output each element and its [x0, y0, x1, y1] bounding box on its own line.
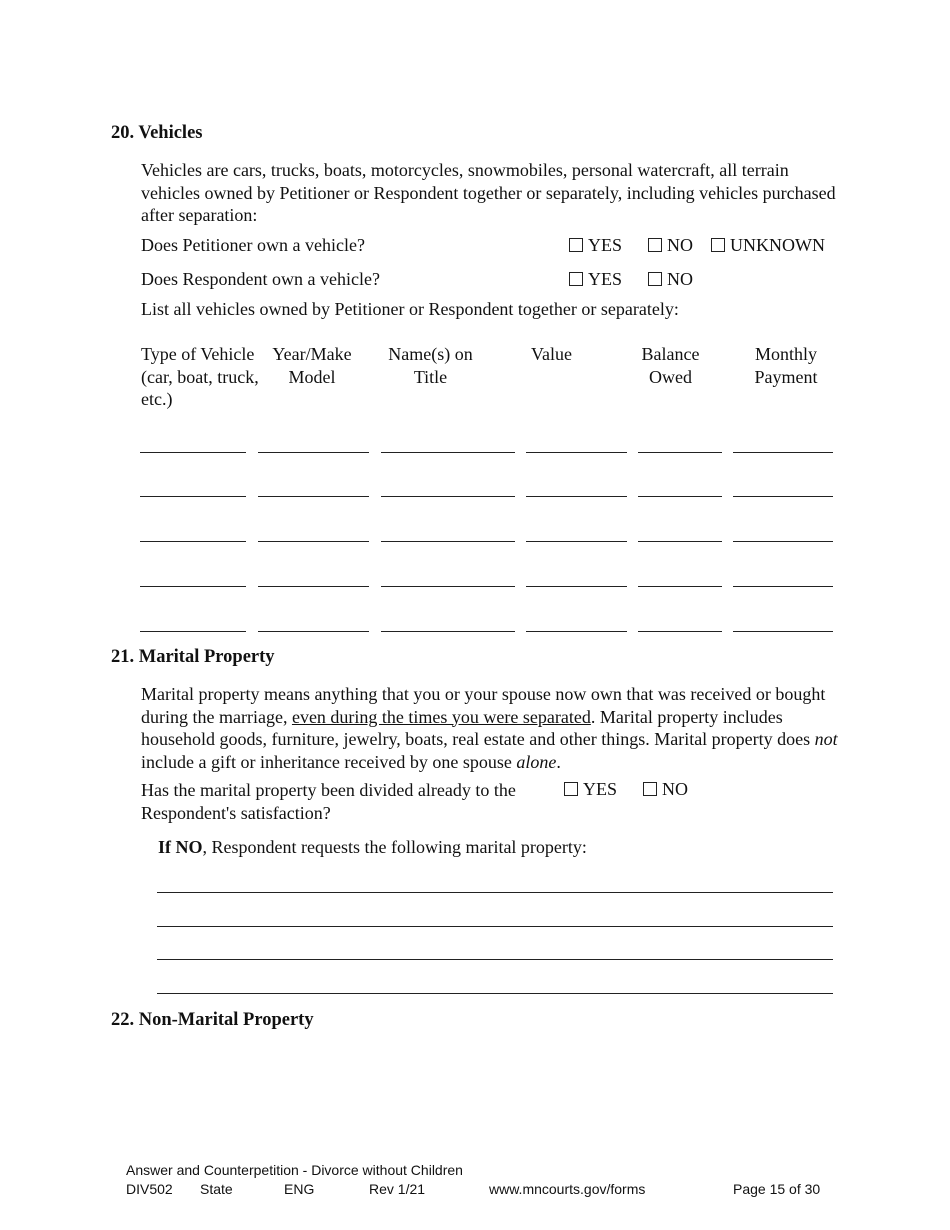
vehicle-row-1-col-6-line[interactable]	[733, 452, 833, 453]
vehicle-row-5-col-3-line[interactable]	[381, 631, 515, 632]
vehicle-row-2-col-4-line[interactable]	[526, 496, 627, 497]
vehicle-row-4-col-2-line[interactable]	[258, 586, 369, 587]
section-22-heading: 22. Non-Marital Property	[111, 1010, 314, 1030]
vehicle-row-4-col-4-line[interactable]	[526, 586, 627, 587]
vehicle-row-1-col-2-line[interactable]	[258, 452, 369, 453]
respondent-vehicle-no[interactable]: NO	[648, 268, 693, 290]
checkbox-icon[interactable]	[569, 238, 583, 252]
vehicle-row-1-col-5-line[interactable]	[638, 452, 722, 453]
col-header-year-make: Year/Make Model	[272, 344, 352, 387]
vehicle-row-2-col-2-line[interactable]	[258, 496, 369, 497]
petitioner-vehicle-question: Does Petitioner own a vehicle?	[141, 235, 365, 255]
vehicle-row-1-col-4-line[interactable]	[526, 452, 627, 453]
divided-question: Has the marital property been divided already to the Respondent's satisfaction?	[141, 780, 516, 823]
petitioner-vehicle-no[interactable]: NO	[648, 234, 693, 256]
respondent-vehicle-yes[interactable]: YES	[569, 268, 622, 290]
vehicle-row-2-col-3-line[interactable]	[381, 496, 515, 497]
marital-property-line-1[interactable]	[157, 892, 833, 893]
col-header-type: Type of Vehicle (car, boat, truck, etc.)	[141, 344, 259, 409]
vehicle-row-3-col-3-line[interactable]	[381, 541, 515, 542]
vehicle-row-4-col-5-line[interactable]	[638, 586, 722, 587]
vehicles-intro: Vehicles are cars, trucks, boats, motorcycles, snowmobiles, personal watercraft, all terrain vehicles owned by Petitioner or Respondent together or separately, including vehicles purchased after separation:	[141, 160, 836, 225]
vehicle-row-3-col-4-line[interactable]	[526, 541, 627, 542]
marital-property-definition: Marital property means anything that you or your spouse now own that was received or bought during the marriage, even during the times you were separated. Marital property includes household goods, furniture, jewelry, boats, real estate and other things. Marital property does not include a gift or inheritance received by one spouse alone.	[141, 684, 838, 772]
vehicle-row-5-col-6-line[interactable]	[733, 631, 833, 632]
marital-property-line-2[interactable]	[157, 926, 833, 927]
marital-property-line-4[interactable]	[157, 993, 833, 994]
respondent-vehicle-question: Does Respondent own a vehicle?	[141, 269, 380, 289]
checkbox-icon[interactable]	[711, 238, 725, 252]
checkbox-icon[interactable]	[648, 238, 662, 252]
marital-property-line-3[interactable]	[157, 959, 833, 960]
footer-form-id: DIV502	[126, 1181, 173, 1197]
vehicle-row-1-col-3-line[interactable]	[381, 452, 515, 453]
footer-url[interactable]: www.mncourts.gov/forms	[489, 1181, 646, 1197]
vehicle-row-2-col-6-line[interactable]	[733, 496, 833, 497]
section-20-heading: 20. Vehicles	[111, 123, 203, 143]
checkbox-icon[interactable]	[564, 782, 578, 796]
vehicle-row-5-col-1-line[interactable]	[140, 631, 246, 632]
footer-title: Answer and Counterpetition - Divorce without Children	[126, 1162, 463, 1178]
footer-language: ENG	[284, 1181, 315, 1197]
vehicle-row-3-col-2-line[interactable]	[258, 541, 369, 542]
petitioner-vehicle-unknown[interactable]: UNKNOWN	[711, 234, 825, 256]
vehicle-row-5-col-4-line[interactable]	[526, 631, 627, 632]
section-21-heading: 21. Marital Property	[111, 647, 275, 667]
vehicle-row-2-col-1-line[interactable]	[140, 496, 246, 497]
petitioner-vehicle-yes[interactable]: YES	[569, 234, 622, 256]
vehicle-row-3-col-6-line[interactable]	[733, 541, 833, 542]
col-header-payment: Monthly Payment	[754, 344, 818, 387]
footer-revision: Rev 1/21	[369, 1181, 426, 1197]
checkbox-icon[interactable]	[569, 272, 583, 286]
vehicle-row-5-col-2-line[interactable]	[258, 631, 369, 632]
vehicle-row-4-col-6-line[interactable]	[733, 586, 833, 587]
footer-page-number: Page 15 of 30	[733, 1181, 821, 1197]
checkbox-icon[interactable]	[643, 782, 657, 796]
vehicle-row-3-col-5-line[interactable]	[638, 541, 722, 542]
vehicle-list-label: List all vehicles owned by Petitioner or Respondent together or separately:	[141, 299, 679, 319]
footer-jurisdiction: State	[200, 1181, 233, 1197]
col-header-names: Name(s) on Title	[388, 344, 473, 387]
divided-no[interactable]: NO	[643, 778, 688, 800]
col-header-value: Value	[531, 344, 572, 364]
if-no-request: If NO, Respondent requests the following marital property:	[158, 837, 587, 857]
divided-yes[interactable]: YES	[564, 778, 617, 800]
vehicle-row-4-col-3-line[interactable]	[381, 586, 515, 587]
vehicle-row-2-col-5-line[interactable]	[638, 496, 722, 497]
vehicle-row-1-col-1-line[interactable]	[140, 452, 246, 453]
vehicle-row-5-col-5-line[interactable]	[638, 631, 722, 632]
underlined-phrase: even during the times you were separated	[291, 706, 591, 727]
col-header-balance: Balance Owed	[641, 344, 700, 387]
vehicle-row-3-col-1-line[interactable]	[140, 541, 246, 542]
checkbox-icon[interactable]	[648, 272, 662, 286]
vehicle-row-4-col-1-line[interactable]	[140, 586, 246, 587]
